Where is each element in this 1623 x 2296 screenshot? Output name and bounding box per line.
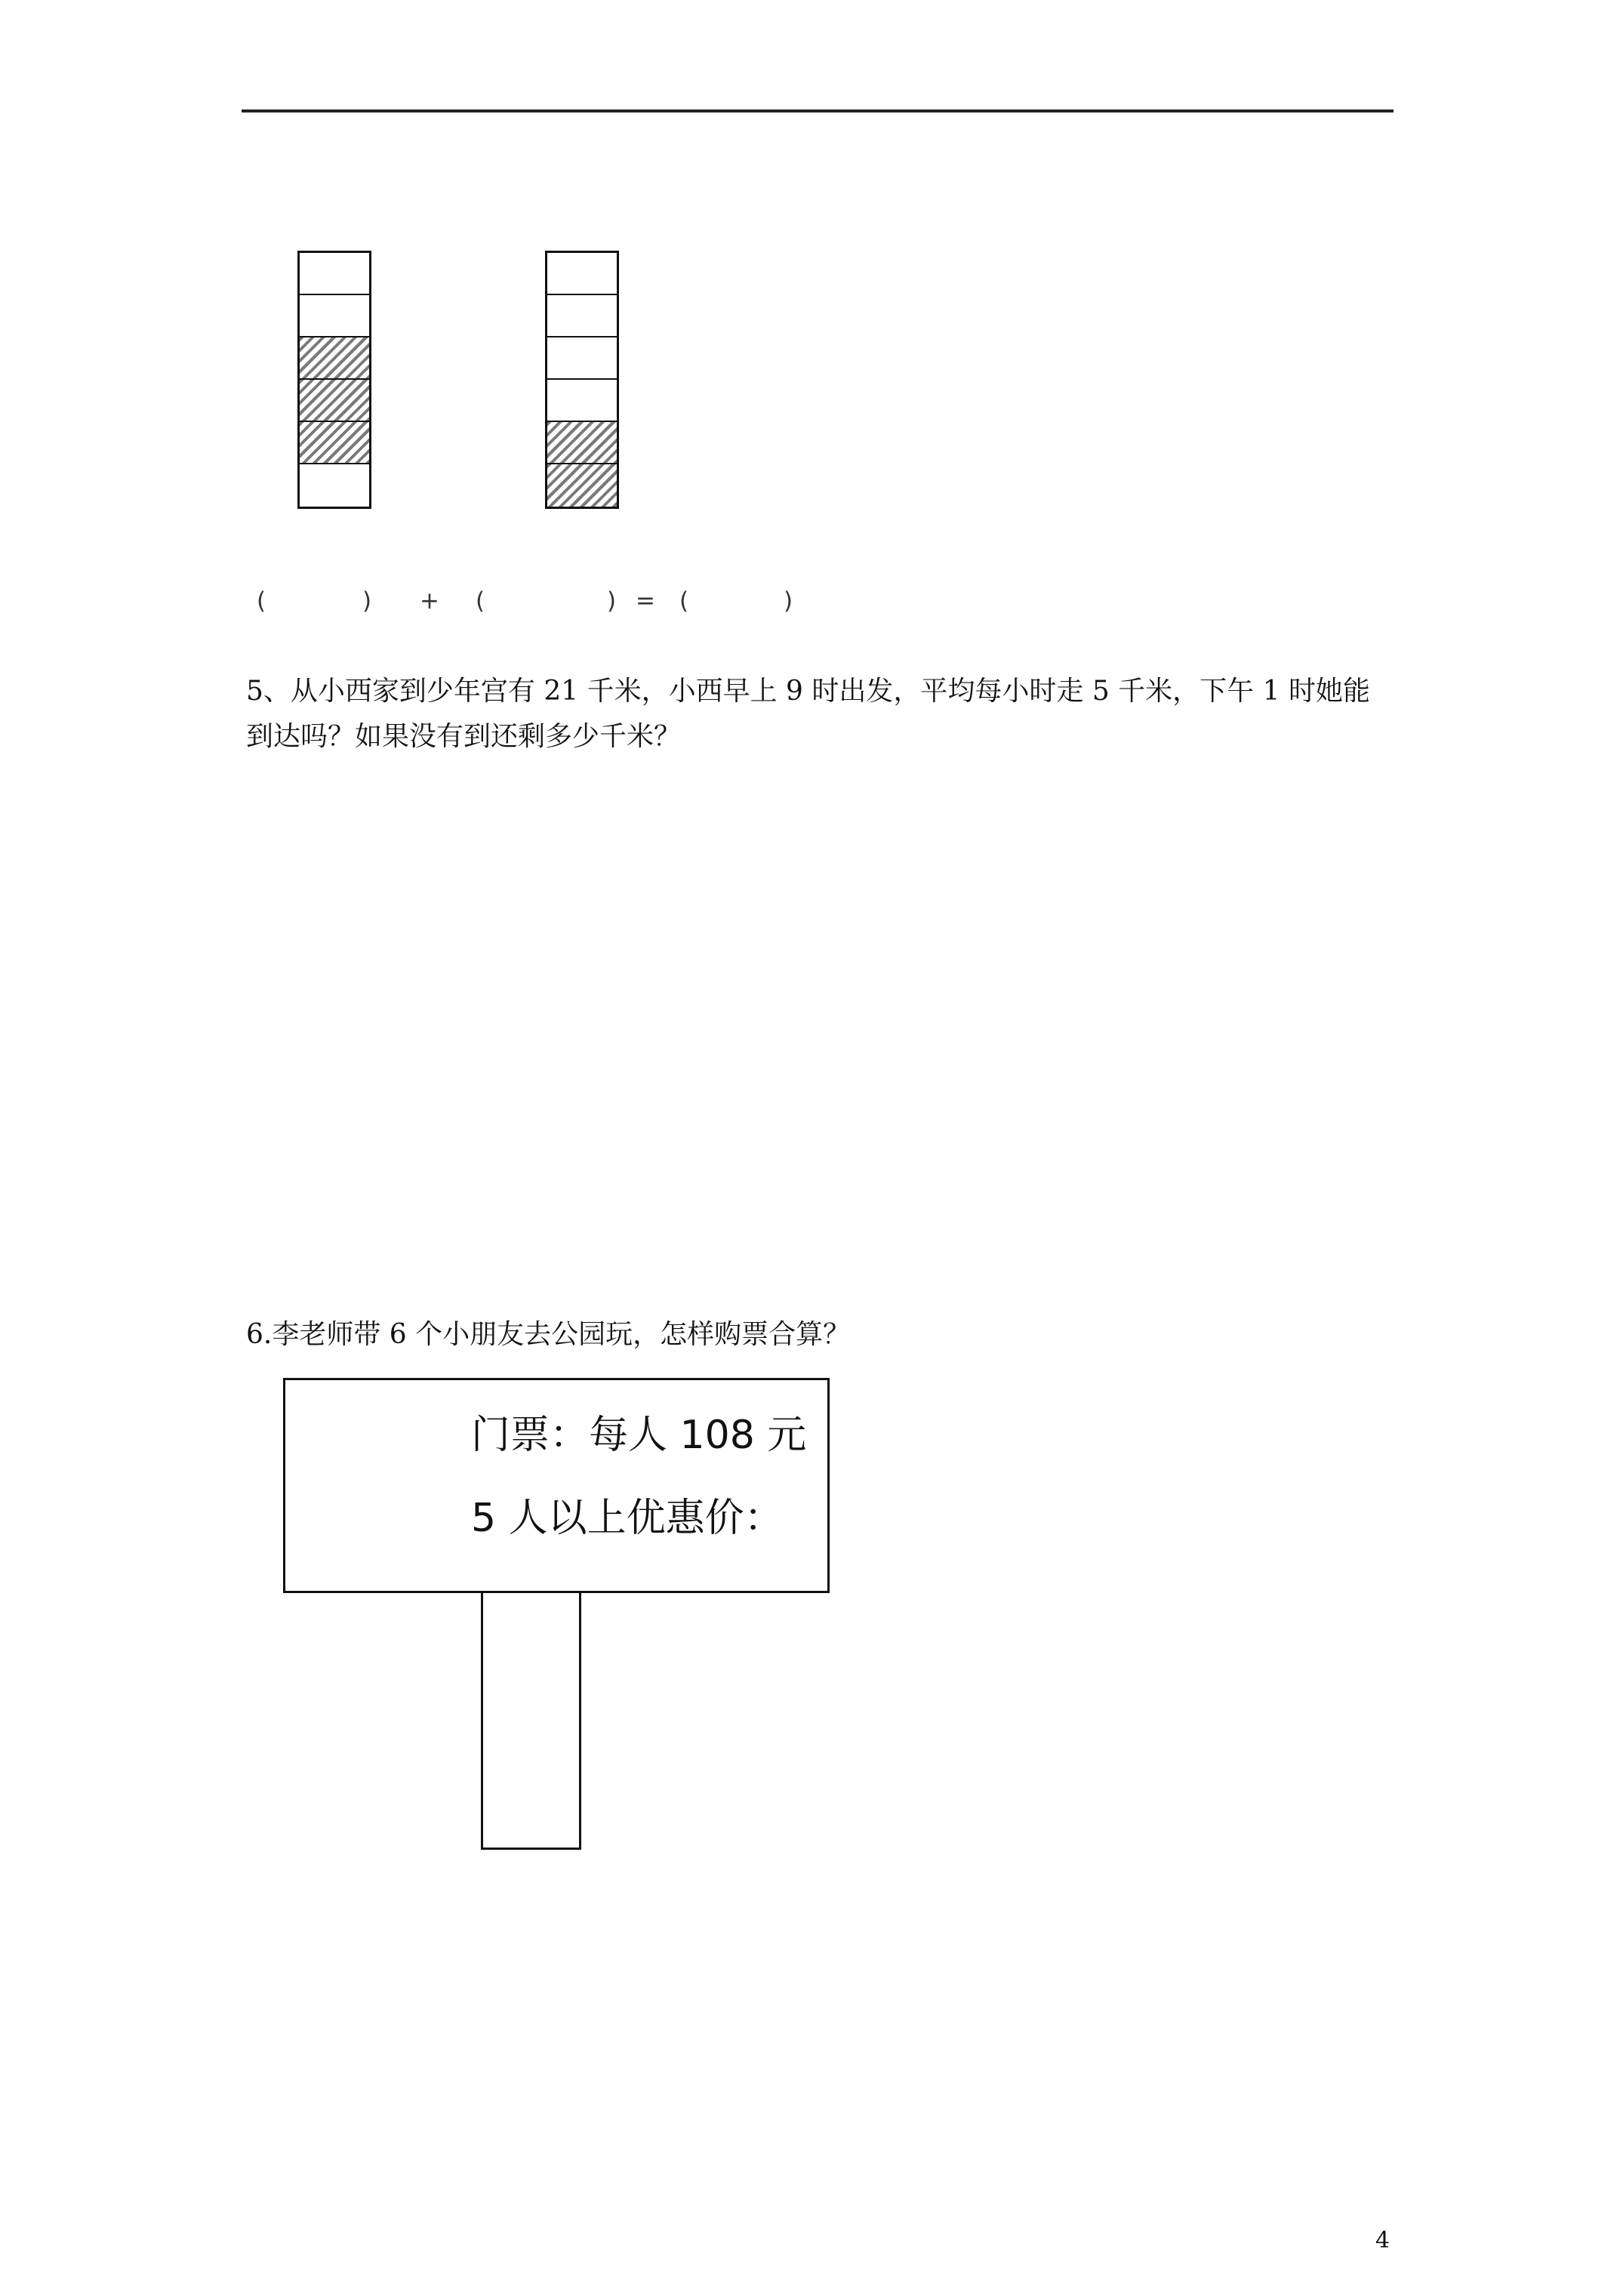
bar-cell-shaded [547, 422, 617, 464]
paren-close-1: ) [362, 587, 372, 615]
page-number: 4 [1375, 2227, 1390, 2254]
paren-close-3: ) [784, 587, 793, 615]
question-5 [246, 669, 1394, 760]
bar-cell-shaded [300, 422, 369, 464]
bar-cell-empty [547, 380, 617, 422]
ticket-sign-post [481, 1593, 581, 1850]
bar-cell-empty [547, 337, 617, 380]
sign-line-ticket-price: 门票：每人 108 元 [471, 1413, 807, 1458]
question-5-line-2: 到达吗？如果没有到还剩多少千米？ [246, 721, 682, 752]
bar-cell-shaded [300, 380, 369, 422]
fraction-bar-left [297, 251, 371, 509]
question-5-line-1: 5、从小西家到少年宫有 21 千米，小西早上 9 时出发，平均每小时走 5 千米，下午 1 时她能 [246, 676, 1370, 707]
fraction-bar-right [545, 251, 619, 509]
bar-cell-shaded [547, 464, 617, 507]
bar-cell-empty [300, 295, 369, 337]
plus-sign: + [420, 587, 439, 615]
bar-cell-empty [547, 295, 617, 337]
bar-cell-empty [300, 253, 369, 295]
question-6 [246, 1312, 1394, 1358]
question-6-text: 6.李老师带 6 个小朋友去公园玩，怎样购票合算？ [246, 1319, 851, 1350]
bar-cell-empty [300, 464, 369, 507]
header-rule [242, 109, 1394, 112]
paren-close-2: ) [607, 587, 617, 615]
ticket-sign-board [283, 1378, 830, 1593]
paren-open-1: ( [257, 587, 266, 615]
paren-open-2: ( [476, 587, 485, 615]
sign-line-discount: 5 人以上优惠价： [471, 1496, 784, 1541]
paren-open-3: ( [679, 587, 689, 615]
bar-cell-shaded [300, 337, 369, 380]
equals-sign: = [636, 587, 655, 615]
bar-cell-empty [547, 253, 617, 295]
